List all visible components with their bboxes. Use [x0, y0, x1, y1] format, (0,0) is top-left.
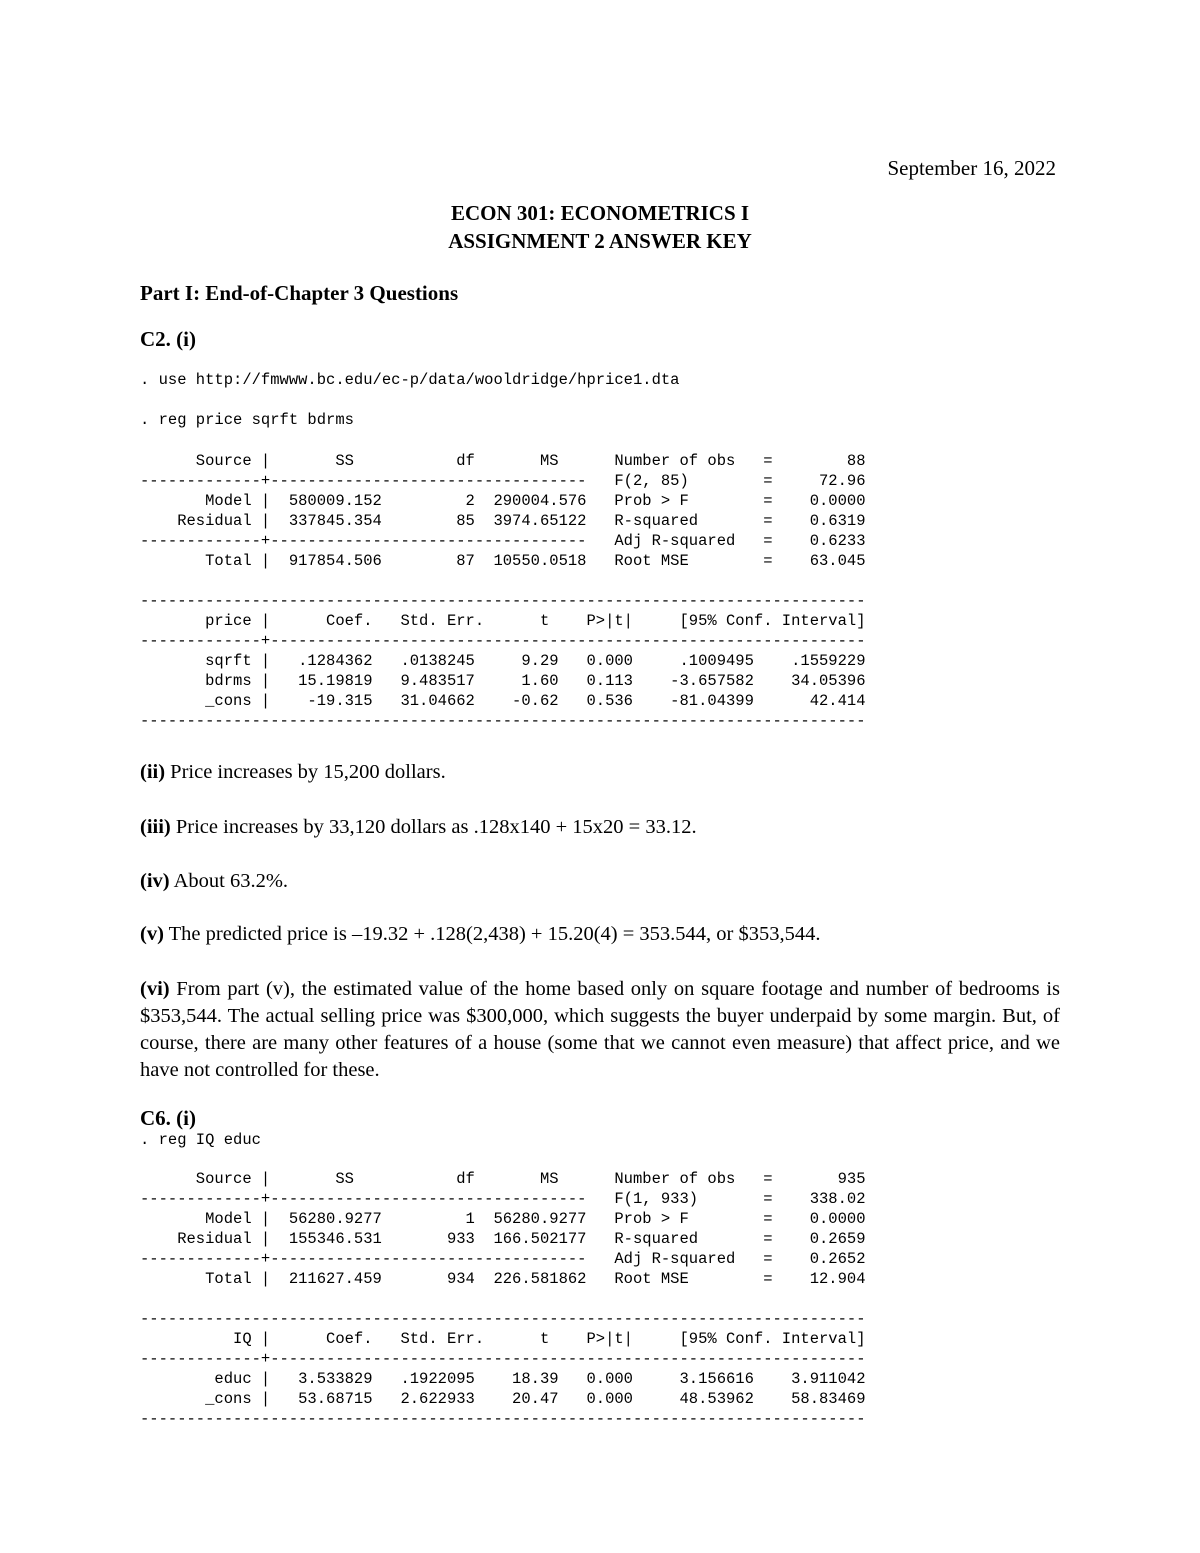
- answer-iv-text: About 63.2%.: [169, 870, 289, 892]
- answer-ii-label: (ii): [140, 761, 166, 783]
- assignment-title: ASSIGNMENT 2 ANSWER KEY: [448, 229, 752, 253]
- answer-vi-label: (vi): [140, 978, 170, 1000]
- stata-command-reg-iq: . reg IQ educ: [140, 1131, 261, 1149]
- answer-ii: [140, 759, 1060, 786]
- answer-vi-text: From part (v), the estimated value of the home based only on square footage and number of bedrooms is $353,544. The actual selling price was $300,000, which suggests the buyer underpaid by some margin. But, of course, there are many other features of a house (some that we cannot even measure) that affect price, and we have not controlled for these.: [140, 978, 1060, 1081]
- part-heading: Part I: End-of-Chapter 3 Questions: [140, 281, 459, 305]
- answer-iv-label: (iv): [140, 870, 170, 892]
- answer-ii-text: Price increases by 15,200 dollars.: [165, 761, 446, 783]
- document-date: September 16, 2022: [887, 156, 1056, 180]
- answer-v: [140, 921, 1060, 948]
- answer-iii-text: Price increases by 33,120 dollars as .128x140 + 15x20 = 33.12.: [170, 816, 697, 838]
- stata-command-use: . use http://fmwww.bc.edu/ec-p/data/wooldridge/hprice1.dta: [140, 371, 680, 389]
- stata-command-reg-price: . reg price sqrft bdrms: [140, 411, 354, 429]
- regression-output-iq: Source | SS df MS Number of obs = 935 -------------+---------------------------------- F(1, 933) = 338.02 Model | 56280.9277 1 56280.9277 Prob > F = 0.0000 Residual | 155346.531 933 166.502177 R-squared = 0.2659 -------------+---------------------------------- Adj R-squared = 0.2652 Total | 211627.459 934 226.581862 Root MSE = 12.904 ------------------------------------------------------------------------------ IQ | Coef. Std. Err. t P>|t| [95% Conf. Interval] -------------+---------------------------------------------------------------- educ | 3.533829 .1922095 18.39 0.000 3.156616 3.911042 _cons | 53.68715 2.622933 20.47 0.000 48.53962 58.83469 ------------------------------------------------------------------------------: [140, 1170, 866, 1428]
- regression-output-price: Source | SS df MS Number of obs = 88 -------------+---------------------------------- F(2, 85) = 72.96 Model | 580009.152 2 290004.576 Prob > F = 0.0000 Residual | 337845.354 85 3974.65122 R-squared = 0.6319 -------------+---------------------------------- Adj R-squared = 0.6233 Total | 917854.506 87 10550.0518 Root MSE = 63.045 ------------------------------------------------------------------------------ price | Coef. Std. Err. t P>|t| [95% Conf. Interval] -------------+---------------------------------------------------------------- sqrft | .1284362 .0138245 9.29 0.000 .1009495 .1559229 bdrms | 15.19819 9.483517 1.60 0.113 -3.657582 34.05396 _cons | -19.315 31.04662 -0.62 0.536 -81.04399 42.414 ------------------------------------------------------------------------------: [140, 452, 866, 730]
- question-c2-label: C2. (i): [140, 327, 196, 351]
- answer-iii-label: (iii): [140, 816, 171, 838]
- question-c6-label: C6. (i): [140, 1106, 196, 1130]
- answer-v-text: The predicted price is –19.32 + .128(2,438) + 15.20(4) = 353.544, or $353,544.: [163, 923, 821, 945]
- course-title: ECON 301: ECONOMETRICS I: [450, 201, 750, 225]
- answer-vi: [140, 976, 1060, 1084]
- answer-v-label: (v): [140, 923, 164, 945]
- answer-iv: [140, 868, 1060, 895]
- answer-iii: [140, 814, 1060, 841]
